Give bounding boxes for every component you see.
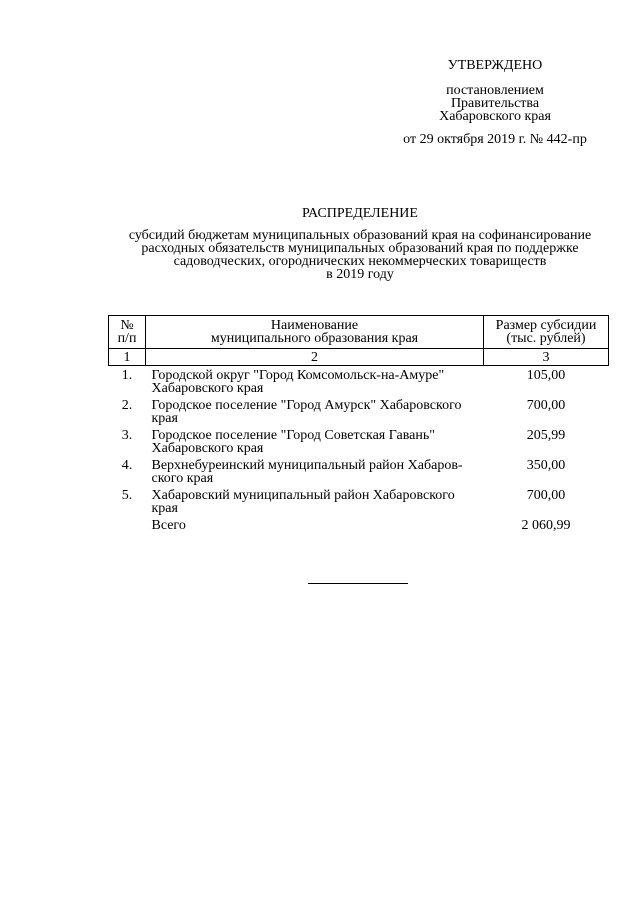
row-amount: 700,00 bbox=[526, 488, 566, 503]
row-name-line: Хабаровский муниципальный район Хабаровского bbox=[151, 488, 455, 503]
column-number: 2 bbox=[146, 349, 484, 366]
row-name-line: края bbox=[151, 501, 178, 516]
approval-line: Хабаровского края bbox=[439, 109, 551, 124]
row-amount: 205,99 bbox=[526, 428, 566, 443]
row-name-line: Городское поселение "Город Амурск" Хабаровского bbox=[151, 398, 462, 413]
table-row bbox=[109, 456, 609, 486]
row-name-line: края bbox=[151, 411, 178, 426]
total-row bbox=[109, 516, 609, 533]
subsidy-table bbox=[108, 315, 609, 533]
table-header-row bbox=[109, 316, 609, 349]
row-name bbox=[146, 396, 484, 426]
header-amount-line: (тыс. рублей) bbox=[506, 331, 586, 346]
total-amount: 2 060,99 bbox=[521, 518, 571, 533]
document-subtitle-line: расходных обязательств муниципальных образований края по поддержке bbox=[141, 241, 579, 256]
header-amount-line: Размер субсидии bbox=[495, 318, 597, 333]
column-number-row bbox=[109, 349, 609, 366]
row-number: 2. bbox=[121, 398, 133, 413]
header-amount bbox=[484, 316, 609, 349]
row-name-line: Хабаровского края bbox=[151, 441, 264, 456]
table-row bbox=[109, 486, 609, 516]
header-number bbox=[109, 316, 146, 349]
approval-block bbox=[380, 59, 610, 146]
header-number-line: № bbox=[120, 318, 134, 333]
document-subtitle-line: в 2019 году bbox=[326, 267, 394, 282]
row-name bbox=[146, 366, 484, 397]
row-amount: 700,00 bbox=[526, 398, 566, 413]
row-name-line: Городское поселение "Город Советская Гавань" bbox=[151, 428, 435, 443]
row-number: 5. bbox=[121, 488, 133, 503]
row-number: 1. bbox=[121, 368, 133, 383]
approval-date: от 29 октября 2019 г. № 442-пр bbox=[403, 132, 587, 147]
row-name-line: Верхнебуреинский муниципальный район Хабаров- bbox=[151, 458, 463, 473]
document-subtitle-line: субсидий бюджетам муниципальных образований края на софинансирование bbox=[128, 228, 592, 243]
row-amount: 350,00 bbox=[526, 458, 566, 473]
row-number: 4. bbox=[121, 458, 133, 473]
header-number-line: п/п bbox=[117, 331, 137, 346]
table-row bbox=[109, 396, 609, 426]
row-name-line: Хабаровского края bbox=[151, 381, 264, 396]
header-name-line: Наименование bbox=[270, 318, 359, 333]
document-subtitle-line: садоводческих, огороднических некоммерческих товариществ bbox=[173, 254, 547, 269]
header-name-line: муниципального образования края bbox=[210, 331, 419, 346]
column-number: 3 bbox=[484, 349, 609, 366]
row-number: 3. bbox=[121, 428, 133, 443]
column-number: 1 bbox=[109, 349, 146, 366]
row-amount: 105,00 bbox=[526, 368, 566, 383]
table-row bbox=[109, 426, 609, 456]
approval-line: постановлением bbox=[446, 83, 544, 98]
approval-line: Правительства bbox=[450, 96, 540, 111]
row-name bbox=[146, 486, 484, 516]
document-title: РАСПРЕДЕЛЕНИЕ bbox=[302, 206, 418, 221]
end-divider bbox=[308, 583, 408, 584]
row-name-line: Городской округ "Город Комсомольск-на-Амуре" bbox=[151, 368, 445, 383]
row-name-line: ского края bbox=[151, 471, 214, 486]
approval-title: УТВЕРЖДЕНО bbox=[447, 58, 543, 73]
header-name bbox=[146, 316, 484, 349]
table-row bbox=[109, 366, 609, 397]
row-name bbox=[146, 426, 484, 456]
total-number bbox=[109, 516, 146, 533]
document-heading bbox=[100, 207, 620, 281]
row-name bbox=[146, 456, 484, 486]
total-label: Всего bbox=[151, 518, 186, 533]
